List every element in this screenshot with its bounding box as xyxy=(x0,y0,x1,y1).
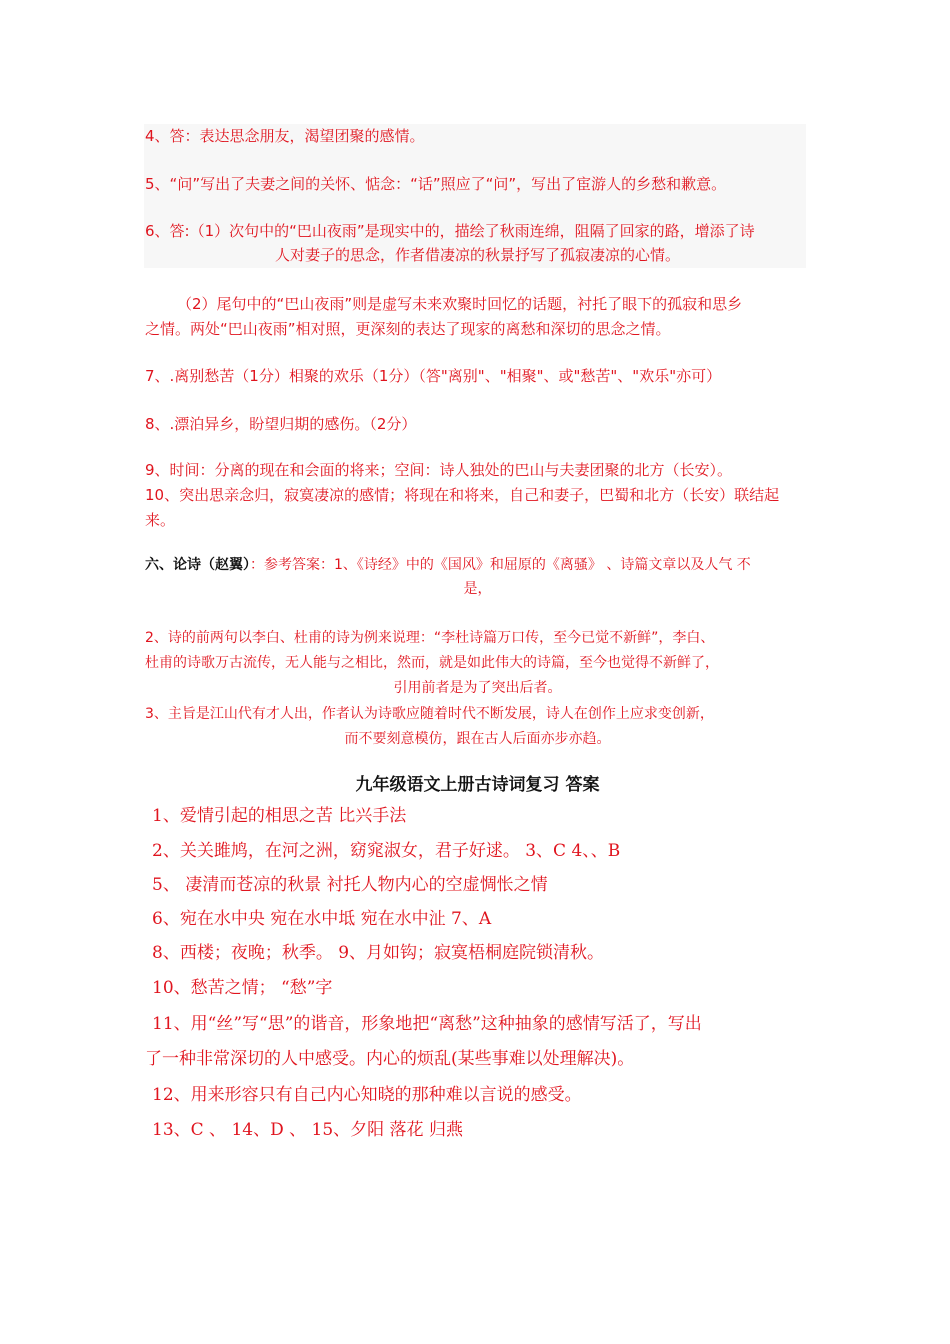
section-6-item-2-line-3: 引用前者是为了突出后者。 xyxy=(393,680,562,696)
review-title: 九年级语文上册古诗词复习 答案 xyxy=(355,775,600,795)
section-6-item-2-line-1: 2、诗的前两句以李白、杜甫的诗为例来说理：“李杜诗篇万口传，至今已觉不新鲜”，李白、 xyxy=(145,630,715,646)
answer-10-line-1: 10、突出思亲念归，寂寞凄凉的感情；将现在和将来，自己和妻子，巴蜀和北方（长安）联结起 xyxy=(145,486,780,504)
review-line-2: 2、关关雎鸠，在河之洲，窈窕淑女，君子好逑。 3、C 4、、B xyxy=(152,841,621,861)
section-6-heading: 六、论诗（赵翼） xyxy=(145,557,250,573)
section-6-answer-1: ：参考答案：1、《诗经》中的《国风》和屈原的《离骚》 、诗篇文章以及人气 不 xyxy=(250,557,751,573)
answer-9: 9、时间：分离的现在和会面的将来；空间：诗人独处的巴山与夫妻团聚的北方（长安）。 xyxy=(145,461,733,479)
review-line-8: 了一种非常深切的人中感受。内心的烦乱(某些事难以处理解决)。 xyxy=(145,1049,635,1069)
answer-4: 4、答：表达思念朋友，渴望团聚的感情。 xyxy=(145,127,425,145)
section-6-item-2-line-2: 杜甫的诗歌万古流传，无人能与之相比，然而，就是如此伟大的诗篇，至今也觉得不新鲜了， xyxy=(145,655,719,671)
answer-6-line-2: 人对妻子的思念，作者借凄凉的秋景抒写了孤寂凄凉的心情。 xyxy=(274,246,680,264)
review-line-7: 11、用“丝”写“思”的谐音，形象地把“离愁”这种抽象的感情写活了，写出 xyxy=(152,1014,702,1034)
review-line-5: 8、西楼；夜晚；秋季。 9、月如钩；寂寞梧桐庭院锁清秋。 xyxy=(152,943,605,963)
review-line-3: 5、 凄清而苍凉的秋景 衬托人物内心的空虚惆怅之情 xyxy=(152,875,548,895)
review-line-4: 6、宛在水中央 宛在水中坻 宛在水中沚 7、A xyxy=(152,909,492,929)
answer-8: 8、.漂泊异乡，盼望归期的感伤。（2分） xyxy=(145,415,417,433)
answer-6-part-2-line-1: （2）尾句中的“巴山夜雨”则是虚写未来欢聚时回忆的话题，衬托了眼下的孤寂和思乡 xyxy=(177,295,743,313)
review-line-6: 10、愁苦之情； “愁”字 xyxy=(152,978,333,998)
answer-6-part-2-line-2: 之情。两处“巴山夜雨”相对照，更深刻的表达了现家的离愁和深切的思念之情。 xyxy=(145,320,671,338)
section-6-line-1 xyxy=(145,553,810,577)
section-6-item-3-line-1: 3、主旨是江山代有才人出，作者认为诗歌应随着时代不断发展，诗人在创作上应求变创新， xyxy=(145,706,714,722)
answer-7: 7、.离别愁苦（1分）相聚的欢乐（1分）（答"离别"、"相聚"、或"愁苦"、"欢乐"亦可） xyxy=(145,367,722,385)
review-line-10: 13、C 、 14、D 、 15、夕阳 落花 归燕 xyxy=(152,1120,463,1140)
section-6-item-3-line-2: 而不要刻意模仿，跟在古人后面亦步亦趋。 xyxy=(344,731,611,747)
answer-10-line-2: 来。 xyxy=(145,511,176,529)
answer-6-line-1: 6、答:（1）次句中的“巴山夜雨”是现实中的，描绘了秋雨连绵，阻隔了回家的路，增添了诗 xyxy=(145,222,755,240)
answer-5: 5、“问”写出了夫妻之间的关怀、惦念：“话”照应了“问”，写出了宦游人的乡愁和歉意。 xyxy=(145,175,727,193)
review-line-1: 1、爱情引起的相思之苦 比兴手法 xyxy=(152,806,407,826)
section-6-line-2: 是， xyxy=(463,581,492,597)
review-line-9: 12、用来形容只有自己内心知晓的那种难以言说的感受。 xyxy=(152,1085,582,1105)
